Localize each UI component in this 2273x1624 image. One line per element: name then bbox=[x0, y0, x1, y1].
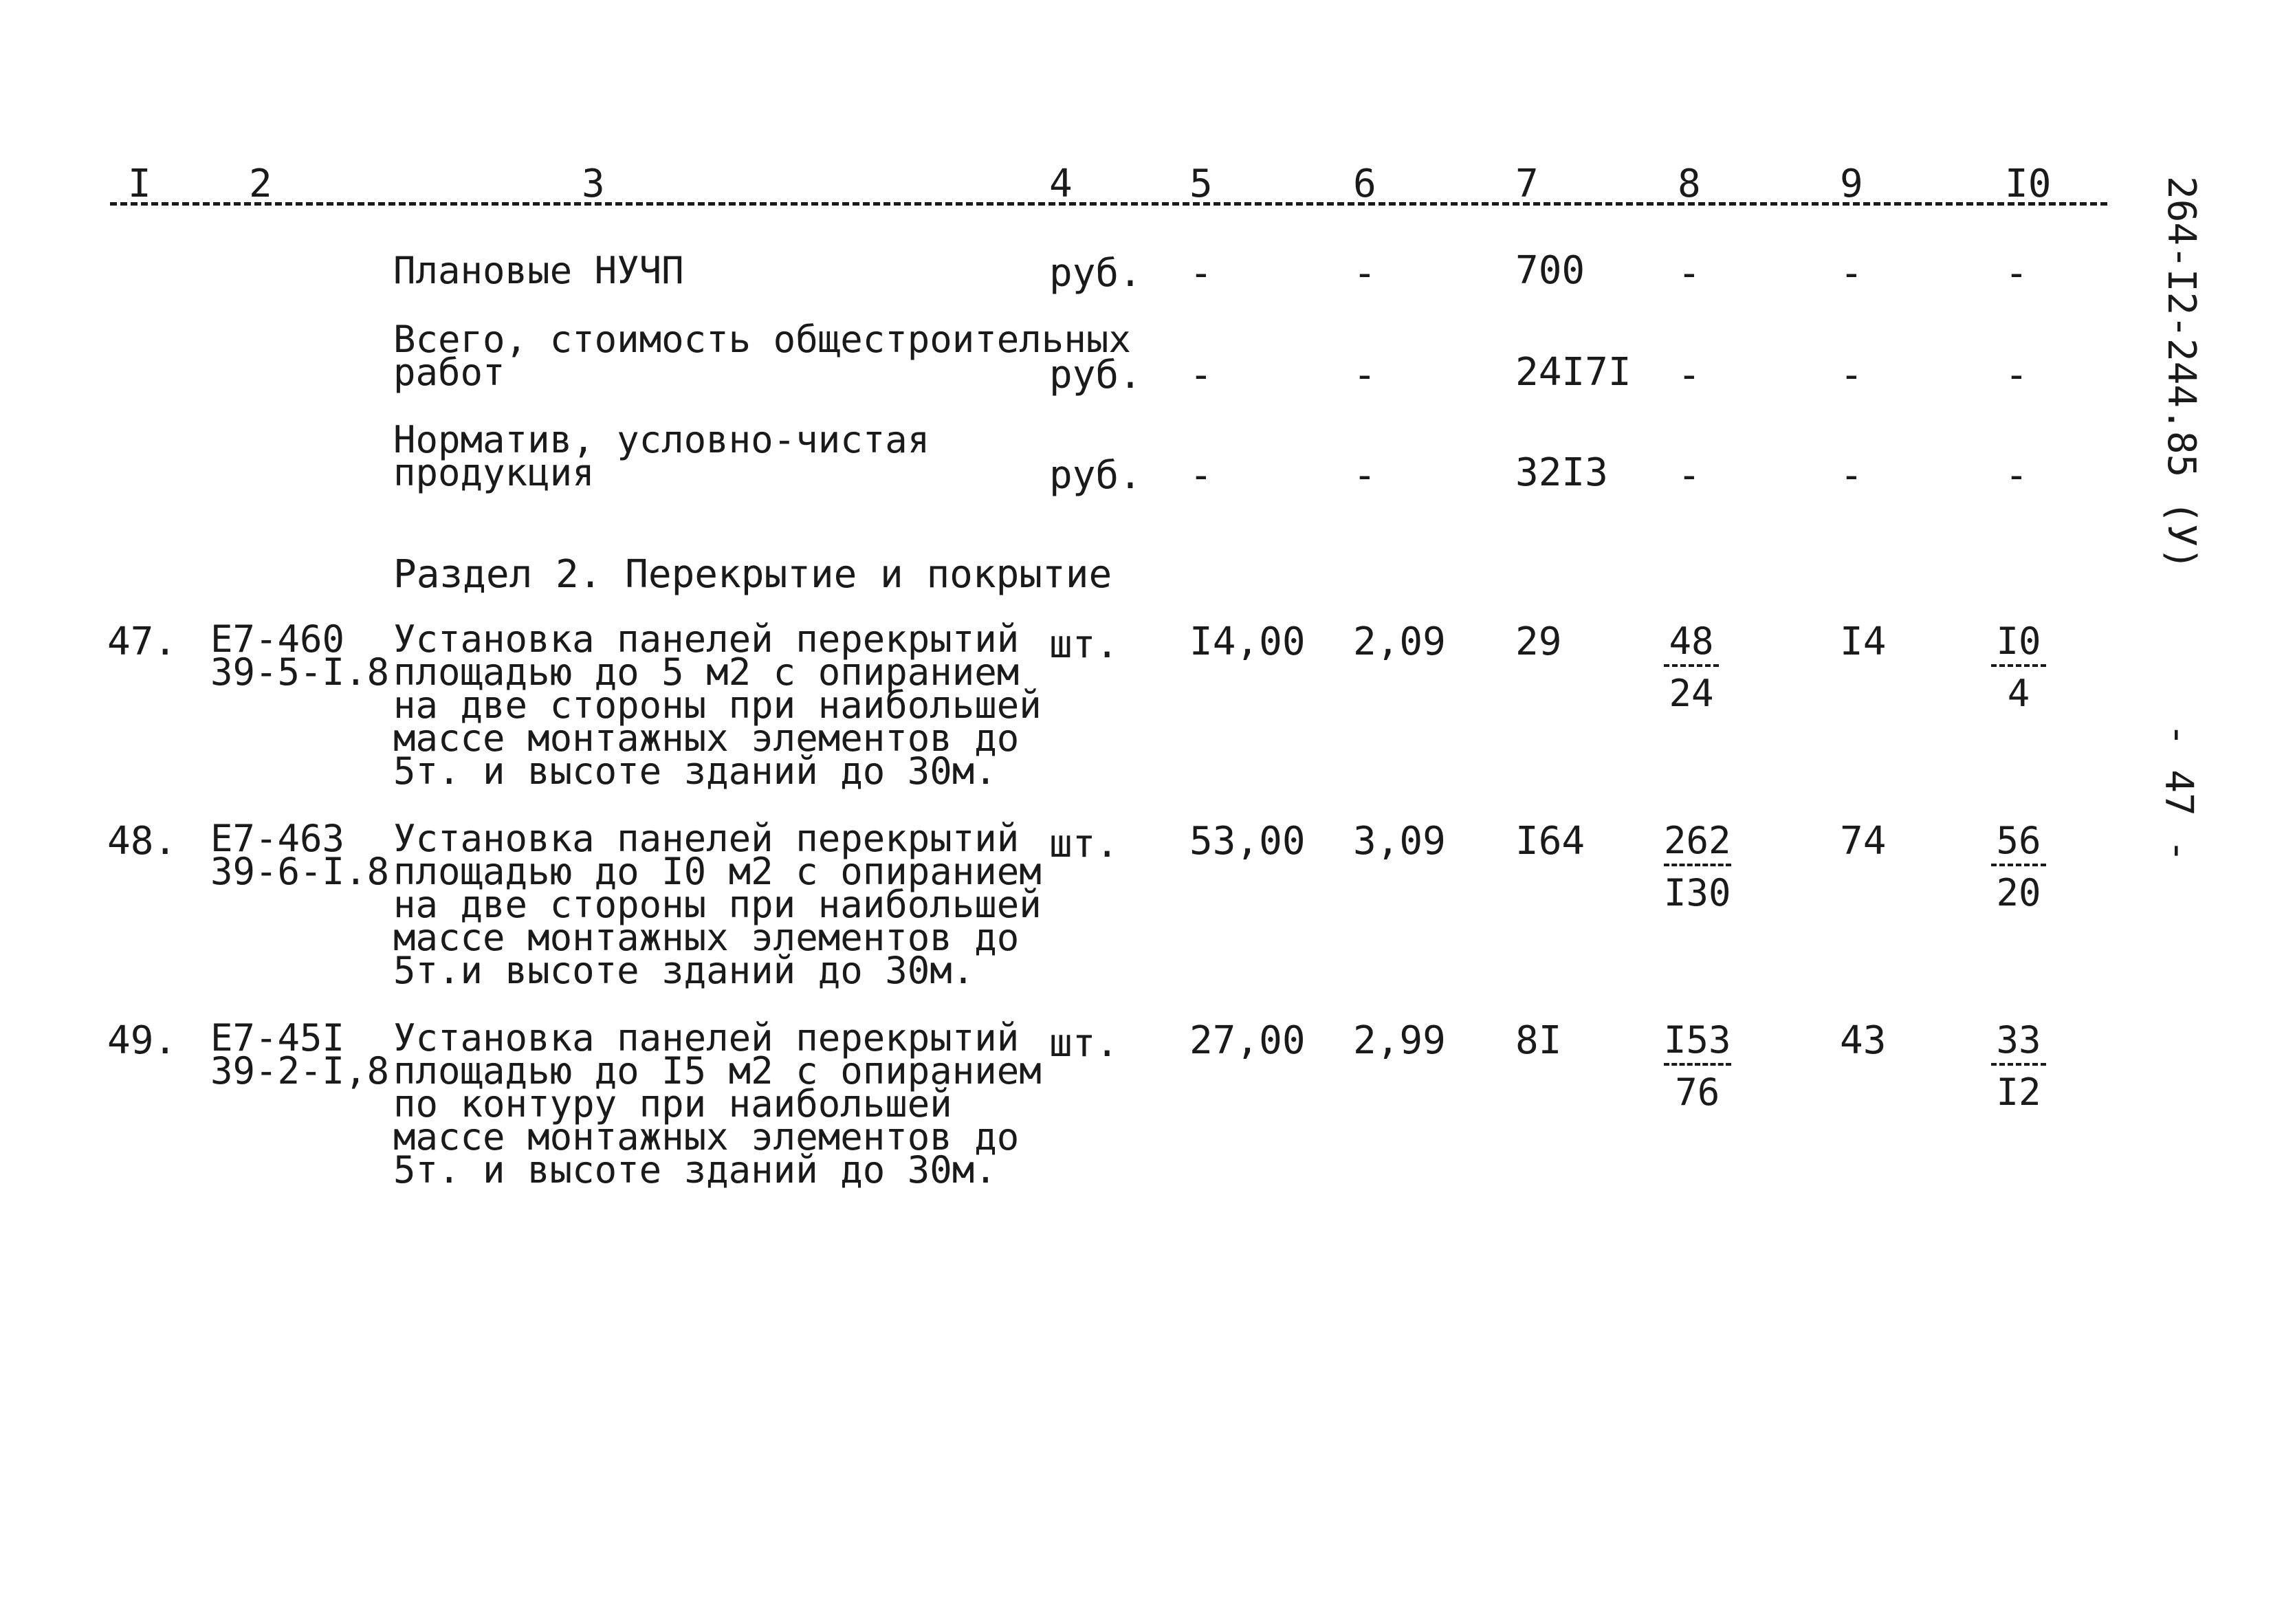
page-number: - 47 - bbox=[2156, 723, 2201, 863]
row-c6: 2,09 bbox=[1353, 619, 1446, 664]
summary-unit: руб. bbox=[1049, 353, 1142, 397]
row-c8-top: I53 bbox=[1664, 1022, 1731, 1066]
row-c5: 53,00 bbox=[1189, 819, 1306, 864]
row-c10-fraction bbox=[1991, 1018, 2046, 1114]
col-header-5: 5 bbox=[1189, 162, 1213, 206]
row-code: Е7-463 39-6-I.8 bbox=[210, 817, 390, 893]
row-c10-bottom: 4 bbox=[2007, 672, 2030, 715]
row-c8-top: 48 bbox=[1664, 623, 1719, 667]
row-c7: I64 bbox=[1515, 819, 1585, 864]
row-c10-top: 33 bbox=[1991, 1022, 2046, 1066]
summary-unit: руб. bbox=[1049, 453, 1142, 498]
col-header-9: 9 bbox=[1840, 162, 1863, 206]
row-c6: 3,09 bbox=[1353, 819, 1446, 864]
row-c7: 29 bbox=[1515, 619, 1562, 664]
header-rule bbox=[110, 202, 2107, 206]
row-c8-bottom: I30 bbox=[1664, 871, 1731, 914]
row-description: Установка панелей перекрытий площадью до I0 м2 с опиранием на две стороны при наибольшей массе монтажных элементов до 5т.и высоте зданий до 30м. bbox=[393, 817, 1042, 992]
row-c10-top: 56 bbox=[1991, 822, 2046, 866]
row-number: 48. bbox=[107, 819, 177, 864]
summary-c10: - bbox=[2005, 353, 2028, 397]
summary-c5: - bbox=[1189, 353, 1213, 397]
row-c5: 27,00 bbox=[1189, 1018, 1306, 1063]
col-header-1: I bbox=[128, 162, 151, 206]
document-code: 264-I2-244.85 (У) bbox=[2159, 176, 2204, 571]
summary-c9: - bbox=[1840, 353, 1863, 397]
summary-name: Всего, стоимость общестроительных работ bbox=[393, 318, 1131, 394]
col-header-8: 8 bbox=[1678, 162, 1701, 206]
row-c9: 43 bbox=[1840, 1018, 1887, 1063]
row-c8-fraction bbox=[1664, 1018, 1731, 1114]
summary-c7: 32I3 bbox=[1515, 450, 1608, 495]
row-code: Е7-45I 39-2-I,8 bbox=[210, 1016, 390, 1093]
row-c6: 2,99 bbox=[1353, 1018, 1446, 1063]
row-unit: шт. bbox=[1049, 822, 1119, 866]
row-code: Е7-460 39-5-I.8 bbox=[210, 617, 390, 694]
summary-c8: - bbox=[1678, 251, 1701, 296]
col-header-10: I0 bbox=[2005, 162, 2052, 206]
row-c10-bottom: 20 bbox=[1996, 871, 2041, 914]
row-c10-top: I0 bbox=[1991, 623, 2046, 667]
row-unit: шт. bbox=[1049, 1021, 1119, 1066]
row-description: Установка панелей перекрытий площадью до I5 м2 с опиранием по контуру при наибольшей массе монтажных элементов до 5т. и высоте зданий до 30м. bbox=[393, 1016, 1042, 1192]
col-header-7: 7 bbox=[1515, 162, 1539, 206]
summary-c6: - bbox=[1353, 353, 1376, 397]
col-header-4: 4 bbox=[1049, 162, 1073, 206]
row-c8-fraction bbox=[1664, 819, 1731, 914]
summary-c6: - bbox=[1353, 251, 1376, 296]
row-c8-bottom: 76 bbox=[1675, 1071, 1720, 1114]
summary-c8: - bbox=[1678, 453, 1701, 498]
summary-c7: 24I7I bbox=[1515, 350, 1632, 395]
row-c8-top: 262 bbox=[1664, 822, 1731, 866]
row-c10-fraction bbox=[1991, 619, 2046, 715]
col-header-6: 6 bbox=[1353, 162, 1376, 206]
row-number: 49. bbox=[107, 1018, 177, 1063]
row-c9: I4 bbox=[1840, 619, 1887, 664]
row-c10-fraction bbox=[1991, 819, 2046, 914]
summary-c10: - bbox=[2005, 251, 2028, 296]
summary-c5: - bbox=[1189, 251, 1213, 296]
row-c8-bottom: 24 bbox=[1669, 672, 1714, 715]
col-header-3: 3 bbox=[582, 162, 605, 206]
summary-c10: - bbox=[2005, 453, 2028, 498]
summary-name: Норматив, условно-чистая продукция bbox=[393, 418, 930, 494]
row-c7: 8I bbox=[1515, 1018, 1562, 1063]
summary-name: Плановые НУЧП bbox=[393, 249, 684, 292]
section-title: Раздел 2. Перекрытие и покрытие bbox=[393, 552, 1112, 597]
summary-unit: руб. bbox=[1049, 251, 1142, 296]
row-description: Установка панелей перекрытий площадью до 5 м2 с опиранием на две стороны при наибольшей массе монтажных элементов до 5т. и высоте зданий до 30м. bbox=[393, 617, 1042, 793]
row-c5: I4,00 bbox=[1189, 619, 1306, 664]
summary-c9: - bbox=[1840, 251, 1863, 296]
summary-c5: - bbox=[1189, 453, 1213, 498]
row-c8-fraction bbox=[1664, 619, 1719, 715]
row-c10-bottom: I2 bbox=[1996, 1071, 2041, 1114]
col-header-2: 2 bbox=[249, 162, 272, 206]
row-c9: 74 bbox=[1840, 819, 1887, 864]
summary-c8: - bbox=[1678, 353, 1701, 397]
row-number: 47. bbox=[107, 619, 177, 664]
summary-c7: 700 bbox=[1515, 248, 1585, 293]
row-unit: шт. bbox=[1049, 622, 1119, 667]
summary-c9: - bbox=[1840, 453, 1863, 498]
summary-c6: - bbox=[1353, 453, 1376, 498]
